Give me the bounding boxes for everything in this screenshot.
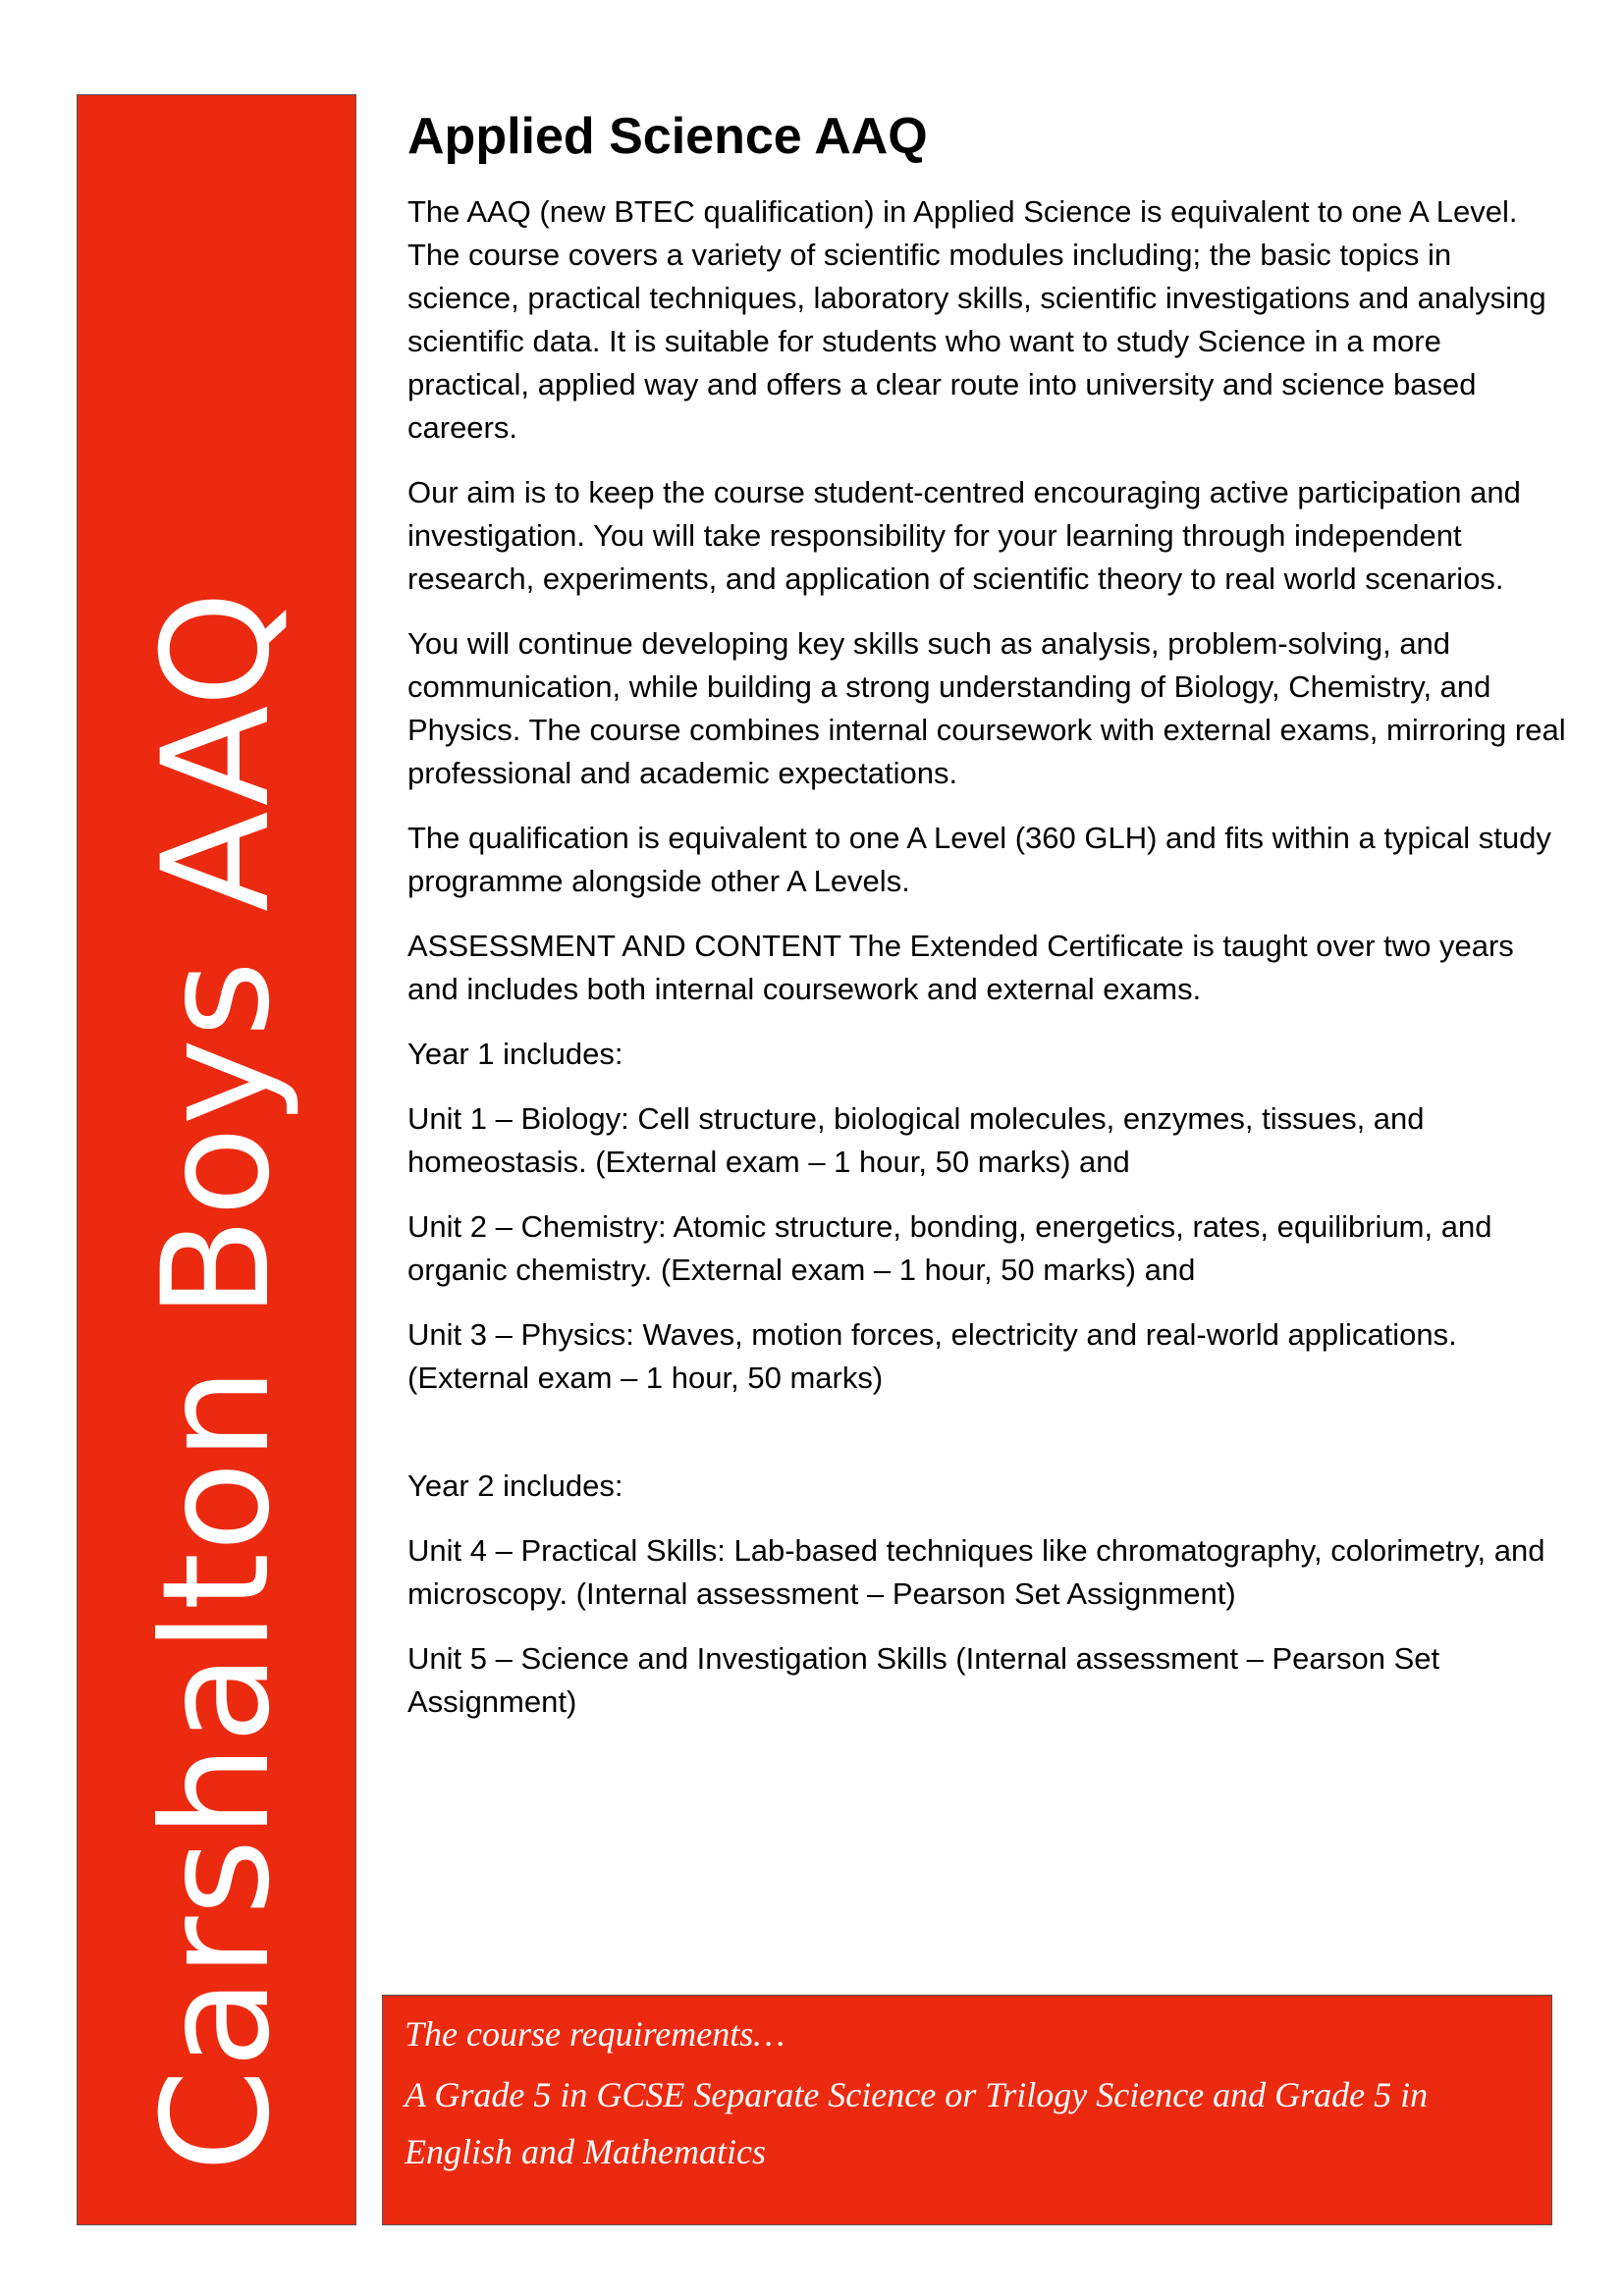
requirements-box — [382, 1995, 1552, 2225]
aim-paragraph: Our aim is to keep the course student-centred encouraging active participation and investigation. You will take responsibility for your learning through independent research, experiments, and application of scientific theory to real world scenarios. — [407, 475, 1521, 597]
unit1-paragraph: Unit 1 – Biology: Cell structure, biological molecules, enzymes, tissues, and homeostasis. (External exam – 1 hour, 50 marks) and — [407, 1101, 1425, 1180]
requirements-heading: The course requirements… — [405, 2014, 785, 2054]
requirements-text: A Grade 5 in GCSE Separate Science or Trilogy Science and Grade 5 in English and Mathematics — [405, 2075, 1429, 2171]
main-content — [407, 106, 1566, 1745]
unit2-paragraph: Unit 2 – Chemistry: Atomic structure, bonding, energetics, rates, equilibrium, and organic chemistry. (External exam – 1 hour, 50 marks) and — [407, 1209, 1492, 1288]
intro-paragraph: The AAQ (new BTEC qualification) in Applied Science is equivalent to one A Level. The course covers a variety of scientific modules including; the basic topics in science, practical techniques, laboratory skills, scientific investigations and analysing scientific data. It is suitable for students who want to study Science in a more practical, applied way and offers a clear route into university and science based careers. — [407, 194, 1546, 446]
year1-heading: Year 1 includes: — [407, 1037, 623, 1072]
page-title: Applied Science AAQ — [407, 108, 928, 165]
section-spacer — [407, 1421, 1566, 1465]
assessment-paragraph: ASSESSMENT AND CONTENT The Extended Certificate is taught over two years and includes both internal coursework and external exams. — [407, 929, 1514, 1007]
unit3-paragraph: Unit 3 – Physics: Waves, motion forces, electricity and real-world applications. (External exam – 1 hour, 50 marks) — [407, 1317, 1457, 1396]
equivalence-paragraph: The qualification is equivalent to one A Level (360 GLH) and fits within a typical study programme alongside other A Levels. — [407, 821, 1551, 899]
unit4-paragraph: Unit 4 – Practical Skills: Lab-based techniques like chromatography, colorimetry, and microscopy. (Internal assessment – Pearson Set Assignment) — [407, 1533, 1545, 1612]
skills-paragraph: You will continue developing key skills such as analysis, problem-solving, and communication, while building a strong understanding of Biology, Chemistry, and Physics. The course combines internal coursework with external exams, mirroring real professional and academic expectations. — [407, 626, 1566, 791]
unit5-paragraph: Unit 5 – Science and Investigation Skills (Internal assessment – Pearson Set Assignment) — [407, 1641, 1440, 1720]
year2-heading: Year 2 includes: — [407, 1468, 623, 1504]
side-banner-title: Carshalton Boys AAQ — [132, 590, 302, 2172]
side-banner — [77, 94, 356, 2225]
